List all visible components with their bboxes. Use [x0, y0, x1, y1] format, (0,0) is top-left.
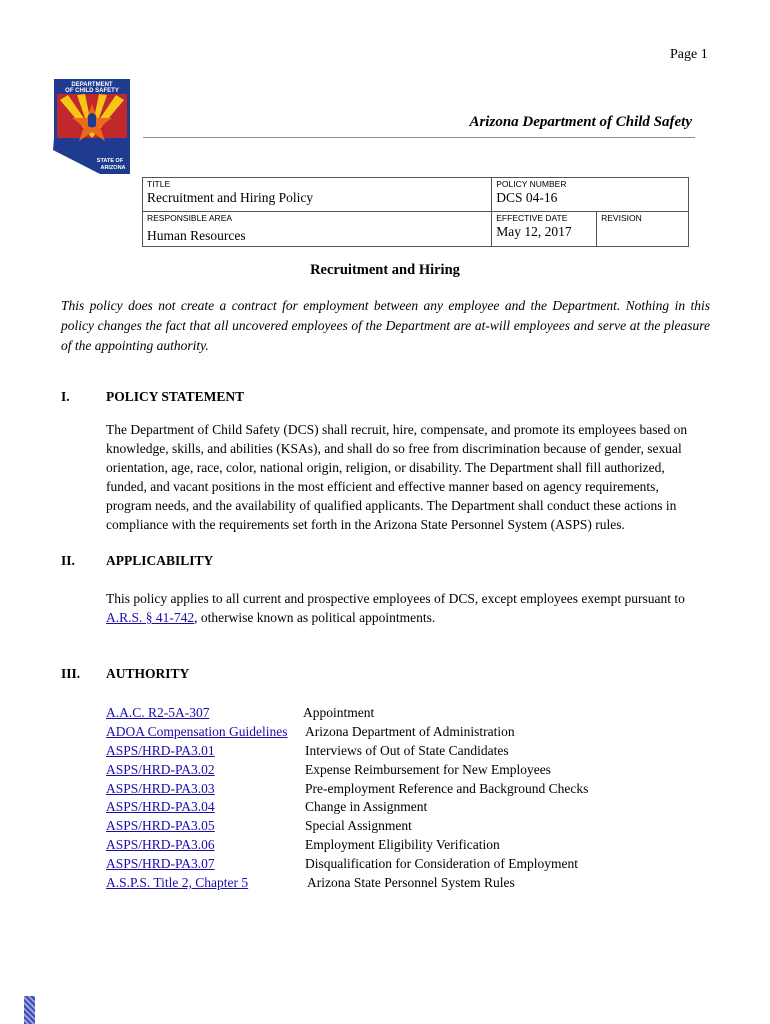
- authority-ref-link[interactable]: A.A.C. R2-5A-307: [106, 705, 210, 720]
- authority-description: Expense Reimbursement for New Employees: [305, 762, 551, 777]
- authority-ref-link[interactable]: A.S.P.S. Title 2, Chapter 5: [106, 875, 249, 890]
- effective-date-cell: [492, 212, 597, 247]
- authority-row: [106, 722, 706, 741]
- authority-ref-link[interactable]: ASPS/HRD-PA3.07: [106, 856, 215, 871]
- page-number: Page 1: [670, 47, 708, 62]
- title-label: TITLE: [147, 179, 171, 189]
- effective-date-label: EFFECTIVE DATE: [496, 213, 568, 223]
- section-1-heading: POLICY STATEMENT: [106, 389, 245, 404]
- authority-row: [106, 779, 706, 798]
- policy-number-cell: [492, 178, 689, 212]
- authority-ref-link[interactable]: ASPS/HRD-PA3.04: [106, 799, 215, 814]
- authority-description: Arizona State Personnel System Rules: [307, 875, 515, 890]
- ars-41-742-link[interactable]: A.R.S. § 41-742: [106, 610, 195, 625]
- section-3-number: III.: [61, 666, 81, 681]
- authority-description: Change in Assignment: [305, 799, 428, 814]
- section-2-body-text-end: , otherwise known as political appointments.: [194, 610, 436, 625]
- authority-description: Pre-employment Reference and Background Checks: [305, 781, 589, 796]
- authority-description: Disqualification for Consideration of Employment: [305, 856, 578, 871]
- revision-label: REVISION: [601, 213, 642, 223]
- disclaimer: This policy does not create a contract for employment between any employee and the Department. Nothing in this policy changes the fact that all uncovered employees of the Department are at-will employees and serve at the pleasure of the appointing authority.: [61, 298, 710, 353]
- authority-ref-link[interactable]: ASPS/HRD-PA3.03: [106, 781, 215, 796]
- page-corner-marker: [24, 996, 35, 1024]
- authority-row: [106, 873, 706, 892]
- authority-row: [106, 835, 706, 854]
- header-rule: [143, 137, 695, 138]
- section-2-body: [106, 589, 706, 627]
- authority-ref-link[interactable]: ASPS/HRD-PA3.02: [106, 762, 215, 777]
- section-3-heading: AUTHORITY: [106, 666, 190, 681]
- title-cell: [143, 178, 492, 212]
- authority-description: Interviews of Out of State Candidates: [305, 743, 509, 758]
- authority-row: [106, 703, 706, 722]
- responsible-area-cell: [143, 212, 492, 247]
- agency-name: Arizona Department of Child Safety: [469, 114, 692, 130]
- section-1-number: I.: [61, 389, 70, 404]
- document-title: Recruitment and Hiring: [310, 262, 460, 278]
- responsible-area-value: Human Resources: [147, 228, 246, 243]
- authority-ref-link[interactable]: ASPS/HRD-PA3.06: [106, 837, 215, 852]
- authority-ref-link[interactable]: ADOA Compensation Guidelines: [106, 724, 288, 739]
- authority-row: [106, 816, 706, 835]
- effective-date-value: May 12, 2017: [496, 224, 572, 239]
- dcs-logo: [50, 78, 135, 178]
- logo-bottom-text-2: ARIZONA: [100, 165, 126, 171]
- authority-row: [106, 854, 706, 873]
- section-2-number: II.: [61, 553, 75, 568]
- authority-description: Special Assignment: [305, 818, 412, 833]
- title-value: Recruitment and Hiring Policy: [147, 190, 314, 205]
- policy-number-label: POLICY NUMBER: [496, 179, 567, 189]
- authority-row: [106, 797, 706, 816]
- authority-description: Arizona Department of Administration: [305, 724, 515, 739]
- policy-meta-table: [142, 177, 689, 247]
- section-2-heading: APPLICABILITY: [106, 553, 214, 568]
- authority-row: [106, 741, 706, 760]
- logo-bottom-text-1: STATE OF: [96, 158, 124, 164]
- logo-top-text-2: OF CHILD SAFETY: [65, 88, 119, 94]
- section-1-body: The Department of Child Safety (DCS) shall recruit, hire, compensate, and promote its employees based on knowledge, skills, and abilities (KSAs), and shall do so free from discrimination because of gender, sexual orientation, age, race, color, national origin, religion, or disability. The Department shall fill authorized, funded, and vacant positions in the most efficient and effective manner based on agency requirements, program needs, and the availability of qualified applicants. The Department shall conduct these actions in compliance with the requirements set forth in the Arizona State Personnel System (ASPS) rules.: [106, 422, 688, 532]
- logo-top-text-1: DEPARTMENT: [71, 82, 113, 88]
- responsible-area-label: RESPONSIBLE AREA: [147, 213, 233, 223]
- section-2-body-text: This policy applies to all current and prospective employees of DCS, except employees exempt pursuant to: [106, 591, 685, 606]
- authority-row: [106, 760, 706, 779]
- authority-ref-link[interactable]: ASPS/HRD-PA3.05: [106, 818, 215, 833]
- authority-description: Appointment: [303, 705, 375, 720]
- revision-cell: [597, 212, 689, 247]
- authority-ref-link[interactable]: ASPS/HRD-PA3.01: [106, 743, 215, 758]
- policy-number-value: DCS 04-16: [496, 190, 558, 205]
- authority-description: Employment Eligibility Verification: [305, 837, 500, 852]
